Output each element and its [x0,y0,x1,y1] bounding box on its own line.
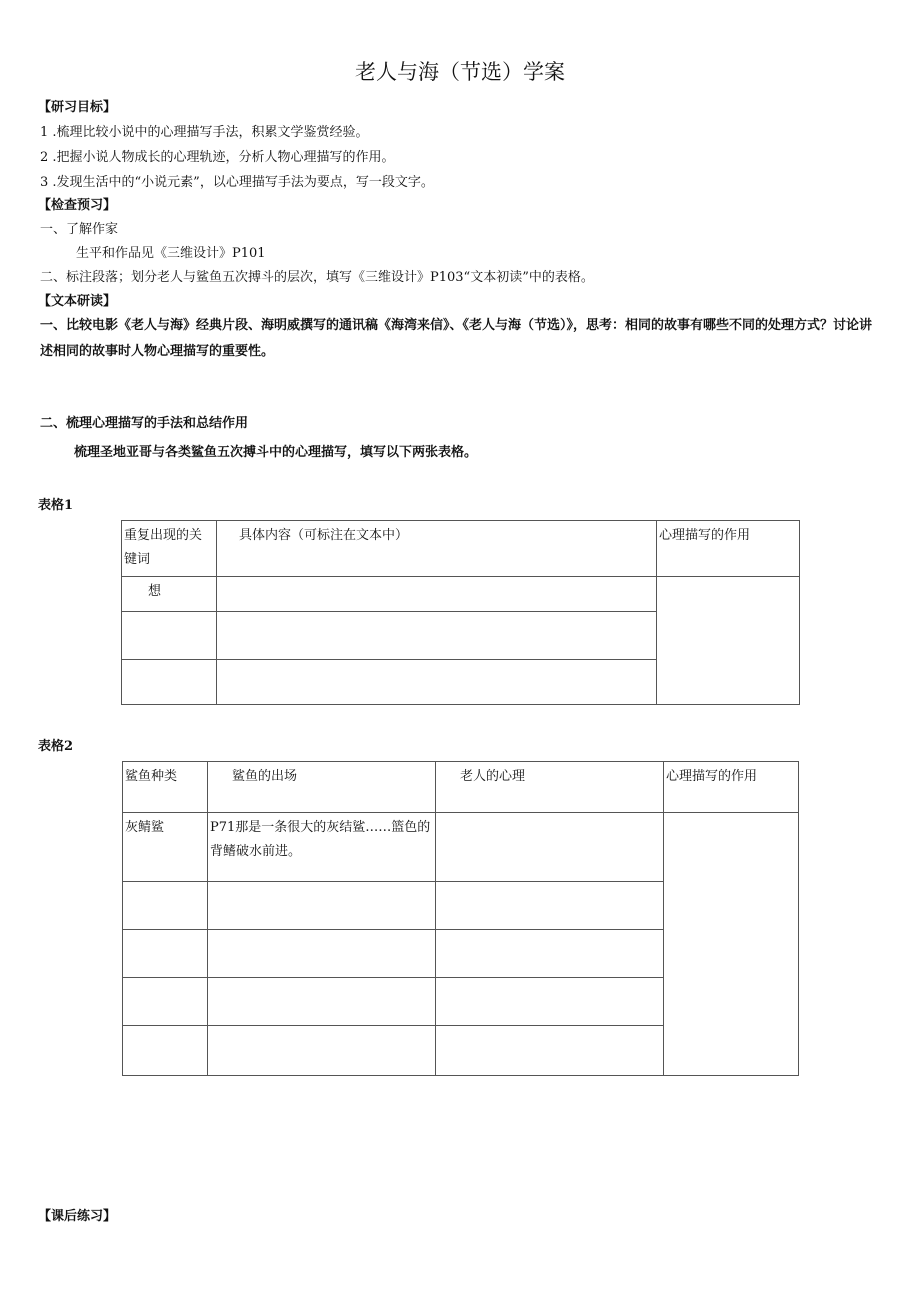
table2-label: 表格2 [38,739,74,754]
study-question-2: 二、梳理心理描写的手法和总结作用 [40,416,249,431]
table1-content-cell [217,577,657,612]
table1 [121,520,800,705]
table1-label: 表格1 [38,498,74,513]
page-title: 老人与海（节选）学案 [355,60,565,84]
table1-header-content: 具体内容（可标注在文本中） [217,521,657,577]
table2-shark-type-cell [123,978,208,1026]
preview-item: 生平和作品见《三维设计》P101 [76,246,266,261]
table1-function-cell [657,577,800,705]
table2-header-psychology: 老人的心理 [436,762,664,813]
table2 [122,761,799,1076]
table2-shark-type-cell [123,930,208,978]
table-header-row [123,762,799,813]
table-row [122,577,800,612]
table2-appearance-cell [208,882,436,930]
table1-header-function: 心理描写的作用 [657,521,800,577]
table2-header-appearance: 鲨鱼的出场 [208,762,436,813]
section-header-exercise: 【课后练习】 [38,1209,117,1224]
section-header-goals: 【研习目标】 [38,100,117,115]
table1-keyword-cell [122,612,217,660]
table2-header-shark-type: 鲨鱼种类 [123,762,208,813]
table2-shark-type-cell [123,882,208,930]
table1-keyword-cell: 想 [122,577,217,612]
table2-header-function: 心理描写的作用 [664,762,799,813]
table2-function-cell [664,813,799,1076]
table2-psychology-cell [436,813,664,882]
table1-content-cell [217,660,657,705]
table1-header-keyword: 重复出现的关键词 [122,521,217,577]
table2-psychology-cell [436,930,664,978]
section-header-preview: 【检查预习】 [38,198,117,213]
section-header-study: 【文本研读】 [38,294,117,309]
table2-psychology-cell [436,882,664,930]
goal-item: 2 .把握小说人物成长的心理轨迹，分析人物心理描写的作用。 [40,150,395,165]
table2-appearance-cell [208,1026,436,1076]
table1-content-cell [217,612,657,660]
preview-item: 一、了解作家 [40,222,119,237]
preview-item: 二、标注段落；划分老人与鲨鱼五次搏斗的层次，填写《三维设计》P103“文本初读”中的表格。 [40,270,594,285]
table2-appearance-cell: P71那是一条很大的灰结鲨……篮色的背鳍破水前进。 [208,813,436,882]
study-question-2-detail: 梳理圣地亚哥与各类鲨鱼五次搏斗中的心理描写，填写以下两张表格。 [74,445,478,460]
table2-appearance-cell [208,978,436,1026]
study-question-1: 一、比较电影《老人与海》经典片段、海明威撰写的通讯稿《海湾来信》、《老人与海（节选）》，思考：相同的故事有哪些不同的处理方式？讨论讲述相同的故事时人物心理描写的重要性。 [40,318,873,359]
table2-psychology-cell [436,978,664,1026]
table1-keyword-cell [122,660,217,705]
table2-psychology-cell [436,1026,664,1076]
table2-appearance-cell [208,930,436,978]
table2-shark-type-cell [123,1026,208,1076]
table-header-row [122,521,800,577]
table-row [123,813,799,882]
goal-item: 1 .梳理比较小说中的心理描写手法，积累文学鉴赏经验。 [40,125,369,140]
table2-shark-type-cell: 灰鲭鲨 [123,813,208,882]
goal-item: 3 .发现生活中的“小说元素”，以心理描写手法为要点，写一段文字。 [40,175,434,190]
